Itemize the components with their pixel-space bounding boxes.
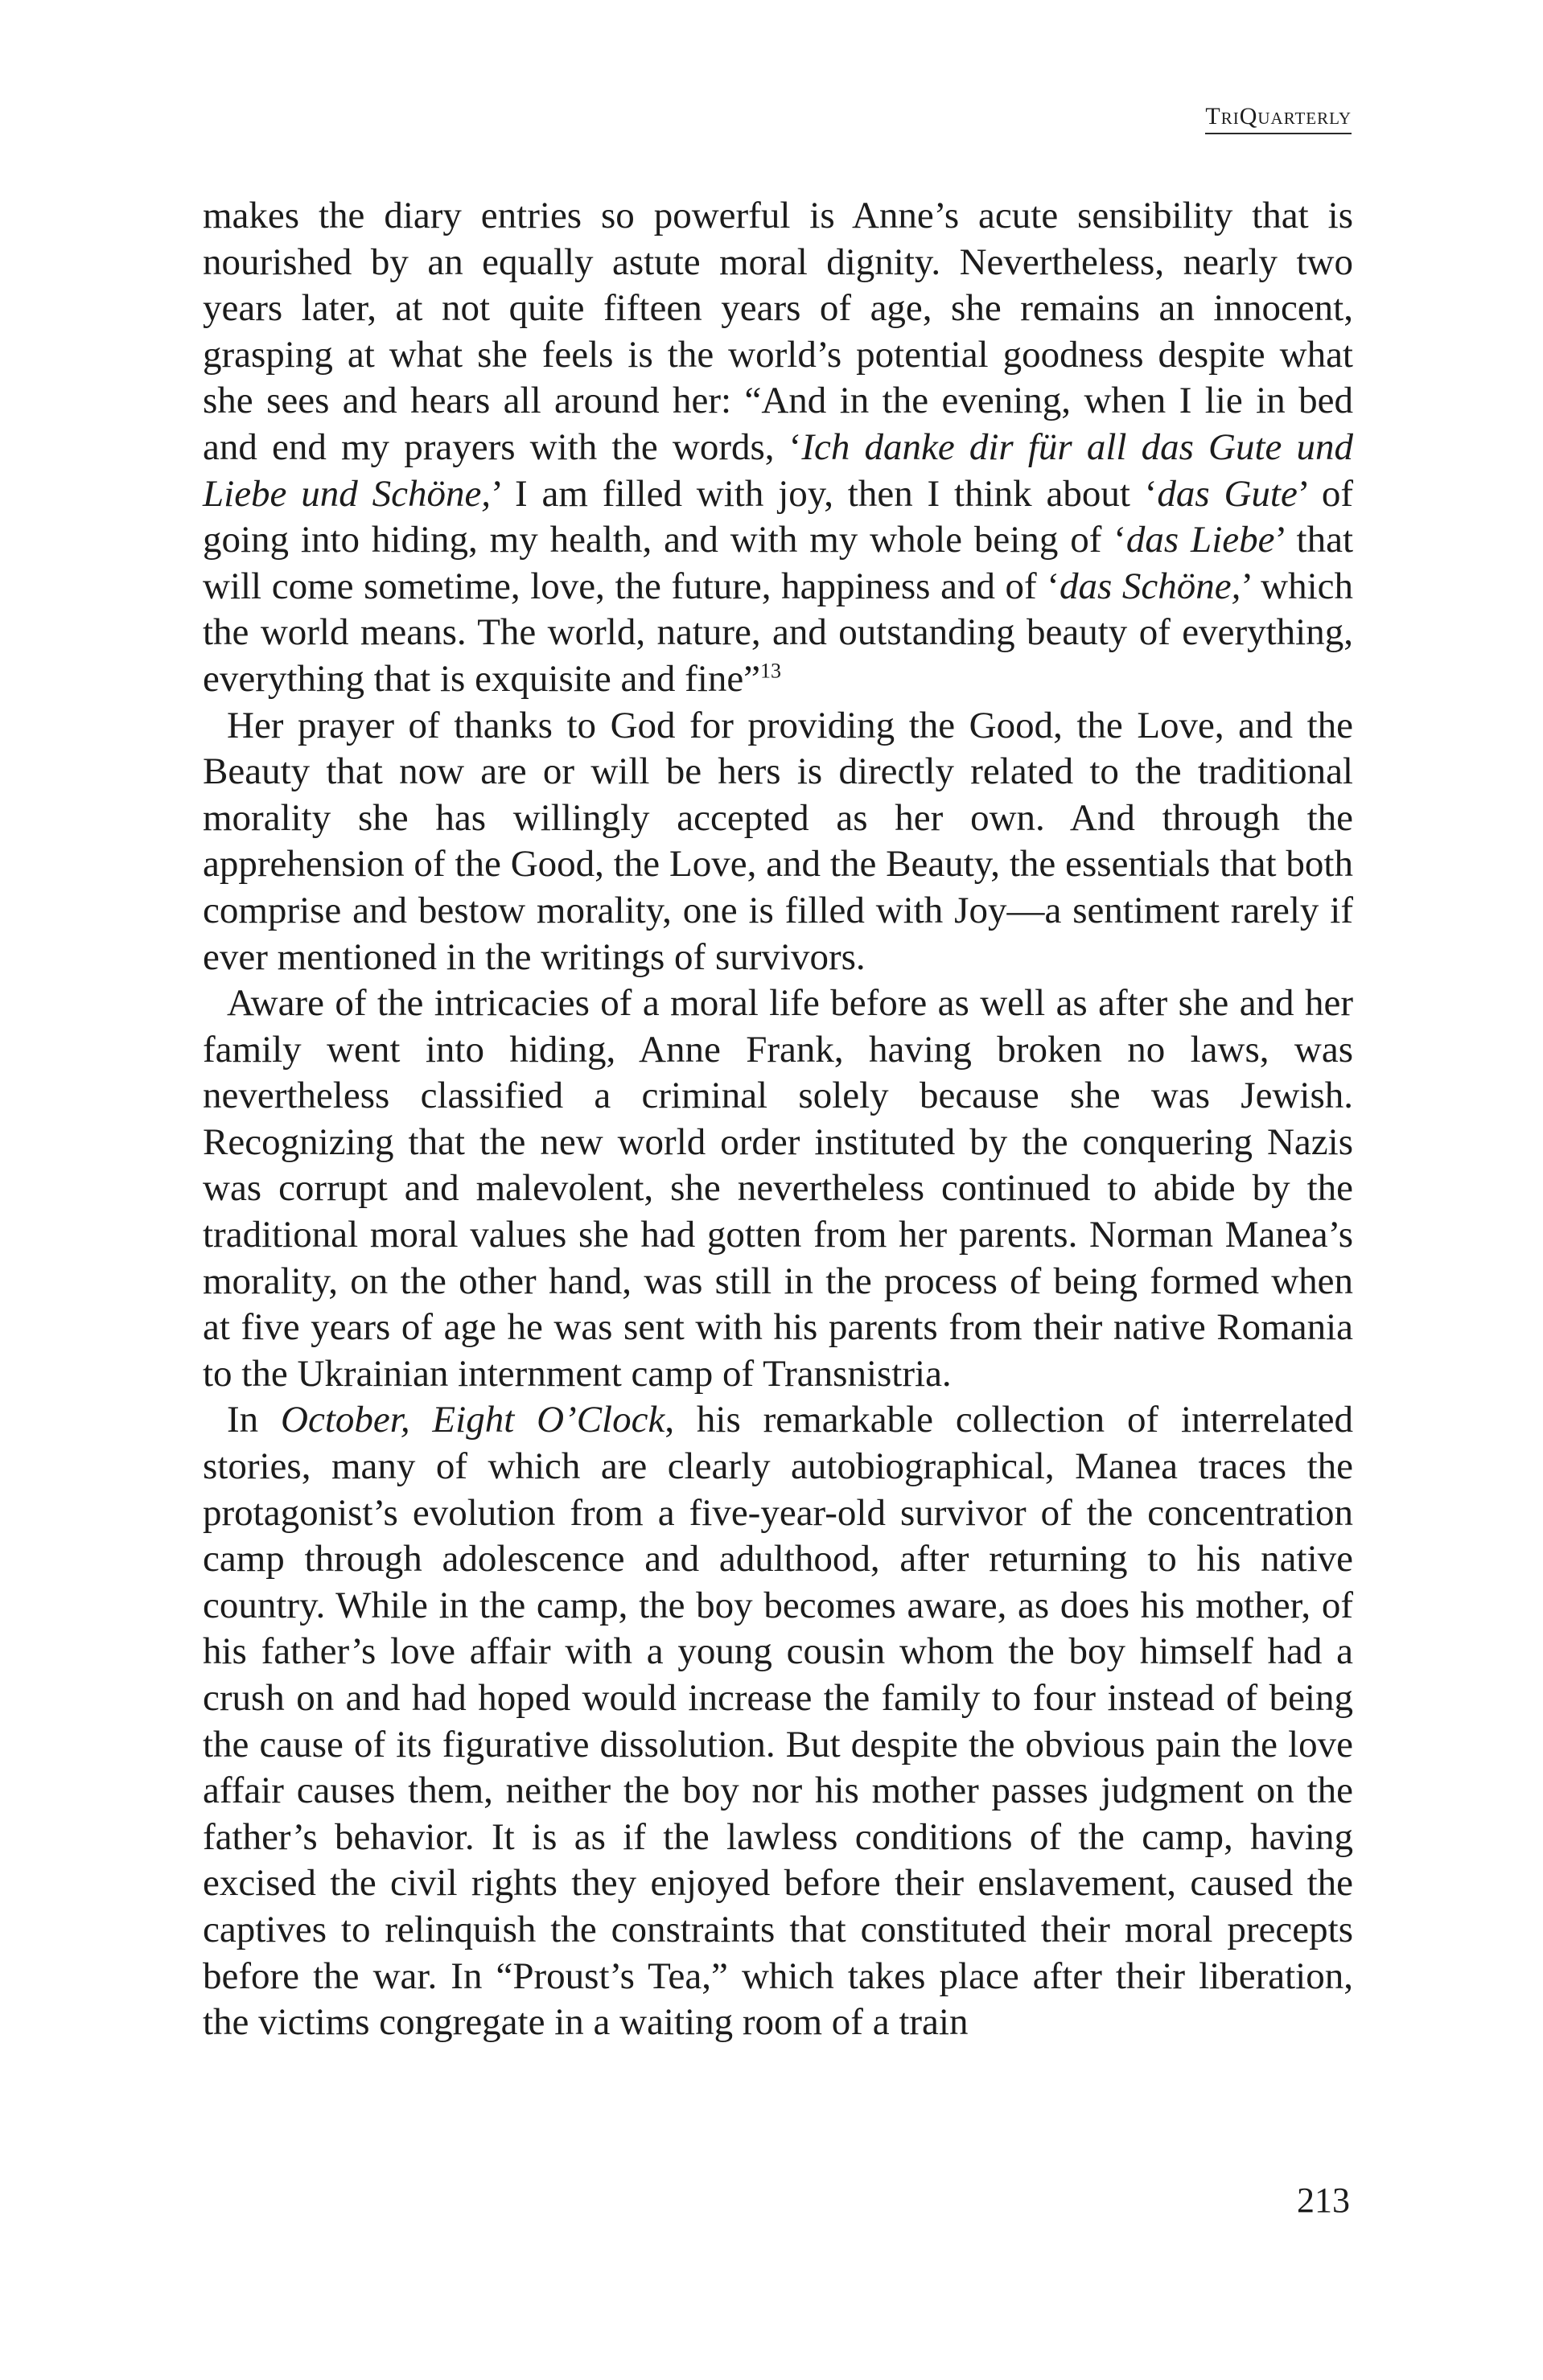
paragraph-1-das-liebe: das Liebe (1125, 519, 1275, 561)
paragraph-1-text-c: ’ I am filled with joy, then I think about ‘ (491, 472, 1158, 515)
paragraph-1-german-prayer: Ich danke dir für all das Gute und Liebe und Schöne, (203, 425, 1353, 515)
paragraph-1-text-g: ’ that will come sometime, love, the future, happiness and of ‘ (203, 519, 1354, 607)
paragraph-3: Aware of the intricacies of a moral life before as well as after she and her family went into hiding, Anne Frank, having broken no laws, was nevertheless classified a criminal solely because she was Jewish. Recognizing that the new world order instituted by the conquering Nazis was corrupt and malevolent, she nevertheless continued to abide by the traditional moral values she had gotten from her parents. Norman Manea’s morality, on the other hand, was still in the process of being formed when at five years of age he was sent with his parents from their native Romania to the Ukrainian internment camp of Transnistria. (203, 982, 1353, 1395)
paragraph-4-text-a: In (227, 1399, 282, 1441)
running-head: TriQuarterly (1205, 103, 1352, 134)
paragraph-1-das-schone: das Schöne, (1059, 565, 1241, 607)
footnote-marker: 13 (760, 659, 782, 683)
paragraph-1 (203, 193, 1353, 703)
paragraph-1-das-gute: das Gute (1157, 472, 1298, 515)
paragraph-1-text-a: makes the diary entries so powerful is Anne’s acute sensibility that is nourished by an equally astute moral dignity. Nevertheless, nearly two years later, at not quite fifteen years of age, she remains an innocent, grasping at what she feels is the world’s potential goodness despite what she sees and hears all around her: “And in the evening, when I lie in bed and end my prayers with the words, ‘ (203, 195, 1353, 468)
paragraph-4-text-c: , his remarkable collection of interrelated stories, many of which are clearly autobiographical, Manea traces the protagonist’s evolution from a five-year-old survivor of the concentration camp through adolescence and adulthood, after returning to his native country. While in the camp, the boy becomes aware, as does his mother, of his father’s love affair with a young cousin whom the boy himself had a crush on and had hoped would increase the family to four instead of being the cause of its figurative dissolution. But despite the obvious pain the love affair causes them, neither the boy nor his mother passes judgment on the father’s behavior. It is as if the lawless conditions of the camp, having excised the civil rights they enjoyed before their enslavement, caused the captives to relinquish the constraints that constituted their moral precepts before the war. In “Proust’s Tea,” which takes place after their liberation, the victims congregate in a waiting room of a train (203, 1399, 1354, 2044)
page-number: 213 (1297, 2181, 1350, 2220)
book-title: October, Eight O’Clock (281, 1399, 665, 1441)
paragraph-4 (203, 1397, 1353, 2045)
body-text (203, 193, 1353, 2046)
paragraph-1-text-i: ’ which the world means. The world, nature, and outstanding beauty of everything, everything that is exquisite and fine” (203, 565, 1353, 700)
paragraph-1-text-e: ’ of going into hiding, my health, and with my whole being of ‘ (203, 472, 1353, 561)
paragraph-2: Her prayer of thanks to God for providing the Good, the Love, and the Beauty that now are or will be hers is directly related to the traditional morality she has willingly accepted as her own. And through the apprehension of the Good, the Love, and the Beauty, the essentials that both comprise and bestow morality, one is filled with Joy—a sentiment rarely if ever mentioned in the writings of survivors. (203, 704, 1353, 978)
